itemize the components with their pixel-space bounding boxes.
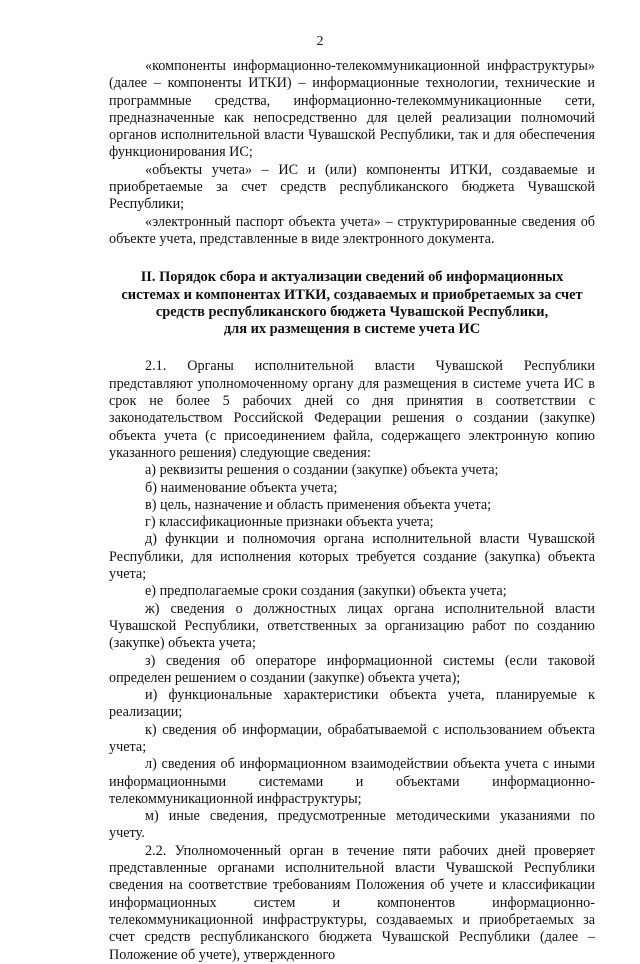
clause-2-2: 2.2. Уполномоченный орган в течение пяти рабочих дней проверяет представленные органами исполнительной власти Чувашской Республики сведения на соответствие требованиям Положения об учете и классификации информационных систем и компонентов информационно-телекоммуникационной инфраструктуры, создаваемых и приобретаемых за счет средств республиканского бюджета Чувашской Республики (далее – Положение об учете), утвержденного [109,842,595,963]
list-item-z: з) сведения об операторе информационной системы (если таковой определен решением о создании (закупке) объекта учета); [109,652,595,686]
list-item-d: д) функции и полномочия органа исполнительной власти Чувашской Республики, для исполнения которых требуется создание (закупка) объекта учета; [109,531,595,583]
definition-electronic-passport: «электронный паспорт объекта учета» – структурированные сведения об объекте учета, представленные в виде электронного документа. [109,213,595,247]
definition-itki-components: «компоненты информационно-телекоммуникационной инфраструктуры» (далее – компоненты ИТКИ) – информационные технологии, технические и программные средства, информационно-телекоммуникационные сети, предназначенные как непосредственно для целей реализации полномочий органов исполнительной власти Чувашской Республики, так и для обеспечения функционирования ИС; [109,58,595,161]
list-item-k: к) сведения об информации, обрабатываемой с использованием объекта учета; [109,721,595,755]
definition-objects-of-accounting: «объекты учета» – ИС и (или) компоненты ИТКИ, создаваемые и приобретаемые за счет средств республиканского бюджета Чувашской Республики; [109,161,595,213]
section-heading-line: средств республиканского бюджета Чувашской Республики, [155,303,549,320]
list-item-i: и) функциональные характеристики объекта учета, планируемые к реализации; [109,687,595,721]
section-heading [109,269,595,338]
list-item-v: в) цель, назначение и область применения объекта учета; [145,496,492,513]
section-heading-line: II. Порядок сбора и актуализации сведений об информационных [140,269,564,286]
list-item-e: е) предполагаемые сроки создания (закупки) объекта учета; [145,583,507,600]
clause-2-1: 2.1. Органы исполнительной власти Чувашской Республики представляют уполномоченному органу для размещения в системе учета ИС в срок не более 5 рабочих дней со дня принятия в соответствии с законодательством Российской Федерации решения о создании (закупке) объекта учета (с присоединением файла, содержащего электронную копию указанного решения) следующие сведения: [109,358,595,461]
list-item-m: м) иные сведения, предусмотренные методическими указаниями по учету. [109,808,595,842]
section-heading-line: системах и компонентах ИТКИ, создаваемых и приобретаемых за счет [121,286,583,303]
list-item-b: б) наименование объекта учета; [145,479,338,496]
list-item-l: л) сведения об информационном взаимодействии объекта учета с иными информационными системами и объектами информационно-телекоммуникационной инфраструктуры; [109,756,595,807]
list-item-zh: ж) сведения о должностных лицах органа исполнительной власти Чувашской Республики, ответственных за организацию работ по созданию (закупке) объекта учета; [109,600,595,652]
document-body [109,58,595,964]
list-item-g: г) классификационные признаки объекта учета; [145,514,434,531]
page-number: 2 [316,34,324,49]
list-item-a: а) реквизиты решения о создании (закупке) объекта учета; [145,462,499,479]
section-heading-line: для их размещения в системе учета ИС [223,321,481,338]
